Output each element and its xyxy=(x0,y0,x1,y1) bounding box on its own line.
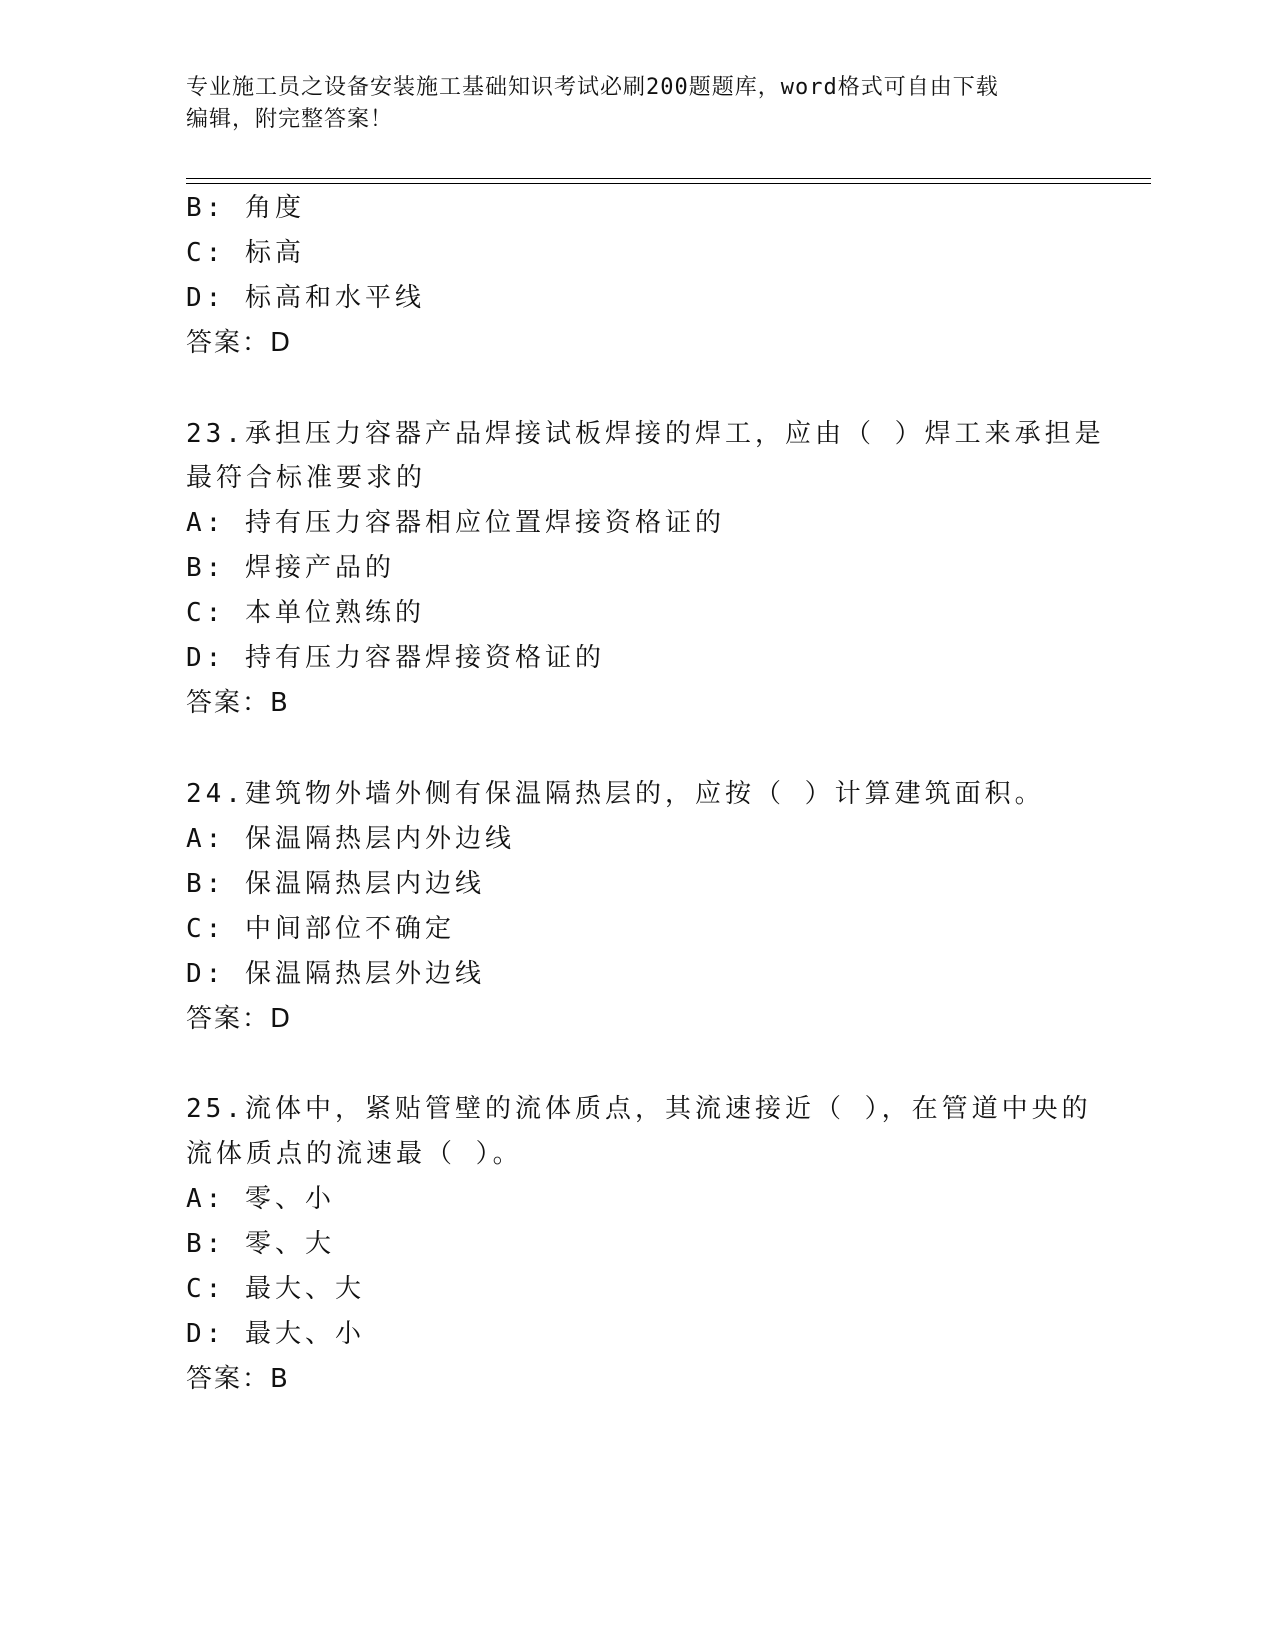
q25-option-b: B: 零、大 xyxy=(186,1229,335,1259)
q22-option-c: C: 标高 xyxy=(186,238,305,268)
q25-option-a: A: 零、小 xyxy=(186,1184,335,1214)
q24-option-c: C: 中间部位不确定 xyxy=(186,914,455,944)
q24-option-b: B: 保温隔热层内边线 xyxy=(186,869,485,899)
header-divider-bottom xyxy=(186,183,1151,184)
q23-stem-line-1: 23.承担压力容器产品焊接试板焊接的焊工，应由（ ）焊工来承担是 xyxy=(186,419,1105,449)
q23-option-c: C: 本单位熟练的 xyxy=(186,598,425,628)
q22-answer: 答案：D xyxy=(186,328,293,358)
q25-stem-line-1: 25.流体中，紧贴管壁的流体质点，其流速接近（ ），在管道中央的 xyxy=(186,1094,1092,1124)
q23-answer: 答案：B xyxy=(186,688,290,718)
document-header xyxy=(186,72,1066,136)
header-line-2: 编辑，附完整答案！ xyxy=(186,107,394,132)
q23-option-b: B: 焊接产品的 xyxy=(186,553,395,583)
q25-stem-line-2: 流体质点的流速最（ ）。 xyxy=(186,1139,523,1169)
q22-option-d: D: 标高和水平线 xyxy=(186,283,425,313)
q22-option-b: B: 角度 xyxy=(186,193,305,223)
q24-stem-line-1: 24.建筑物外墙外侧有保温隔热层的，应按（ ）计算建筑面积。 xyxy=(186,779,1045,809)
q24-option-d: D: 保温隔热层外边线 xyxy=(186,959,485,989)
q25-answer: 答案：B xyxy=(186,1364,290,1394)
q23-stem-line-2: 最符合标准要求的 xyxy=(186,463,427,493)
header-divider-top xyxy=(186,178,1151,179)
q25-option-d: D: 最大、小 xyxy=(186,1319,365,1349)
q23-option-d: D: 持有压力容器焊接资格证的 xyxy=(186,643,605,673)
q25-option-c: C: 最大、大 xyxy=(186,1274,365,1304)
header-line-1: 专业施工员之设备安装施工基础知识考试必刷200题题库，word格式可自由下载 xyxy=(186,75,999,100)
q24-answer: 答案：D xyxy=(186,1004,293,1034)
q23-option-a: A: 持有压力容器相应位置焊接资格证的 xyxy=(186,508,725,538)
q24-option-a: A: 保温隔热层内外边线 xyxy=(186,824,515,854)
